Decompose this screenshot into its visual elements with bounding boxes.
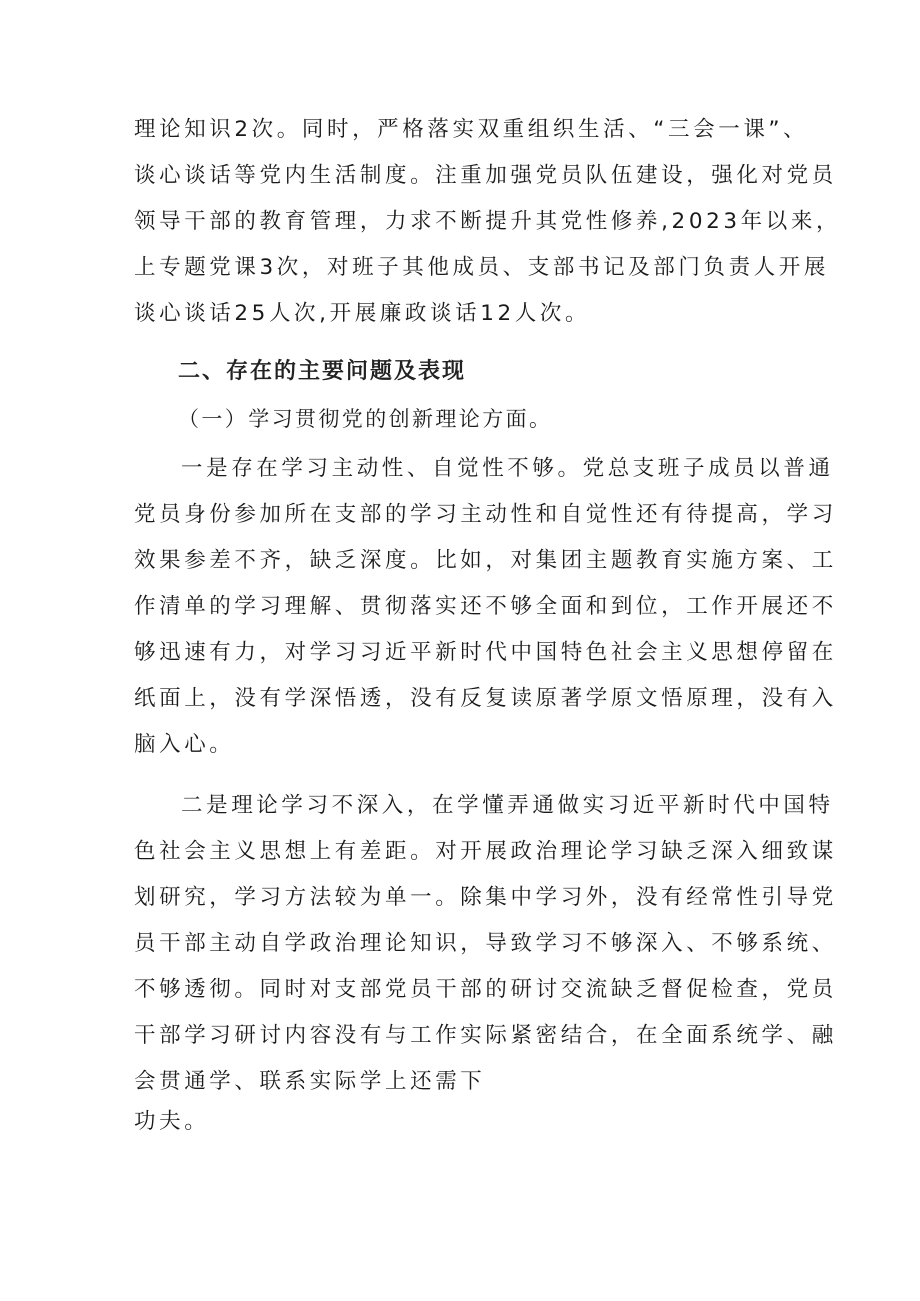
text-line: 党员身份参加所在支部的学习主动性和自觉性还有待提高，学习 [134, 502, 837, 527]
section-heading: 二、存在的主要问题及表现 [178, 359, 467, 384]
text-line: 领导干部的教育管理，力求不断提升其党性修养,2023年以来， [134, 209, 842, 234]
text-line: 干部学习研讨内容没有与工作实际紧密结合，在全面系统学、融 [134, 1023, 837, 1048]
text-line: 谈心谈话25人次,开展廉政谈话12人次。 [134, 301, 591, 326]
text-line: 二是理论学习不深入，在学懂弄通做实习近平新时代中国特 [181, 793, 834, 818]
text-line: 理论知识2次。同时，严格落实双重组织生活、“三会一课”、 [134, 117, 809, 142]
text-line: 员干部主动自学政治理论知识，导致学习不够深入、不够系统、 [134, 931, 837, 956]
text-line: 不够透彻。同时对支部党员干部的研讨交流缺乏督促检查，党员 [134, 977, 837, 1002]
text-line: 够迅速有力，对学习习近平新时代中国特色社会主义思想停留在 [134, 640, 837, 665]
text-line: 纸面上，没有学深悟透，没有反复读原著学原文悟原理，没有入 [134, 686, 837, 711]
text-line: 色社会主义思想上有差距。对开展政治理论学习缺乏深入细致谋 [134, 839, 837, 864]
text-line: 谈心谈话等党内生活制度。注重加强党员队伍建设，强化对党员 [134, 163, 837, 188]
text-line: 上专题党课3次，对班子其他成员、支部书记及部门负责人开展 [134, 255, 829, 280]
subsection-heading: （一）学习贯彻党的创新理论方面。 [178, 407, 553, 431]
text-line: 作清单的学习理解、贯彻落实还不够全面和到位，工作开展还不 [134, 594, 837, 619]
text-line: 功夫。 [134, 1109, 210, 1134]
text-line: 会贯通学、联系实际学上还需下 [134, 1069, 486, 1094]
text-line: 划研究，学习方法较为单一。除集中学习外，没有经常性引导党 [134, 885, 837, 910]
text-line: 脑入心。 [134, 732, 235, 757]
text-line: 效果参差不齐，缺乏深度。比如，对集团主题教育实施方案、工 [134, 548, 837, 573]
text-line: 一是存在学习主动性、自觉性不够。党总支班子成员以普通 [181, 456, 834, 481]
